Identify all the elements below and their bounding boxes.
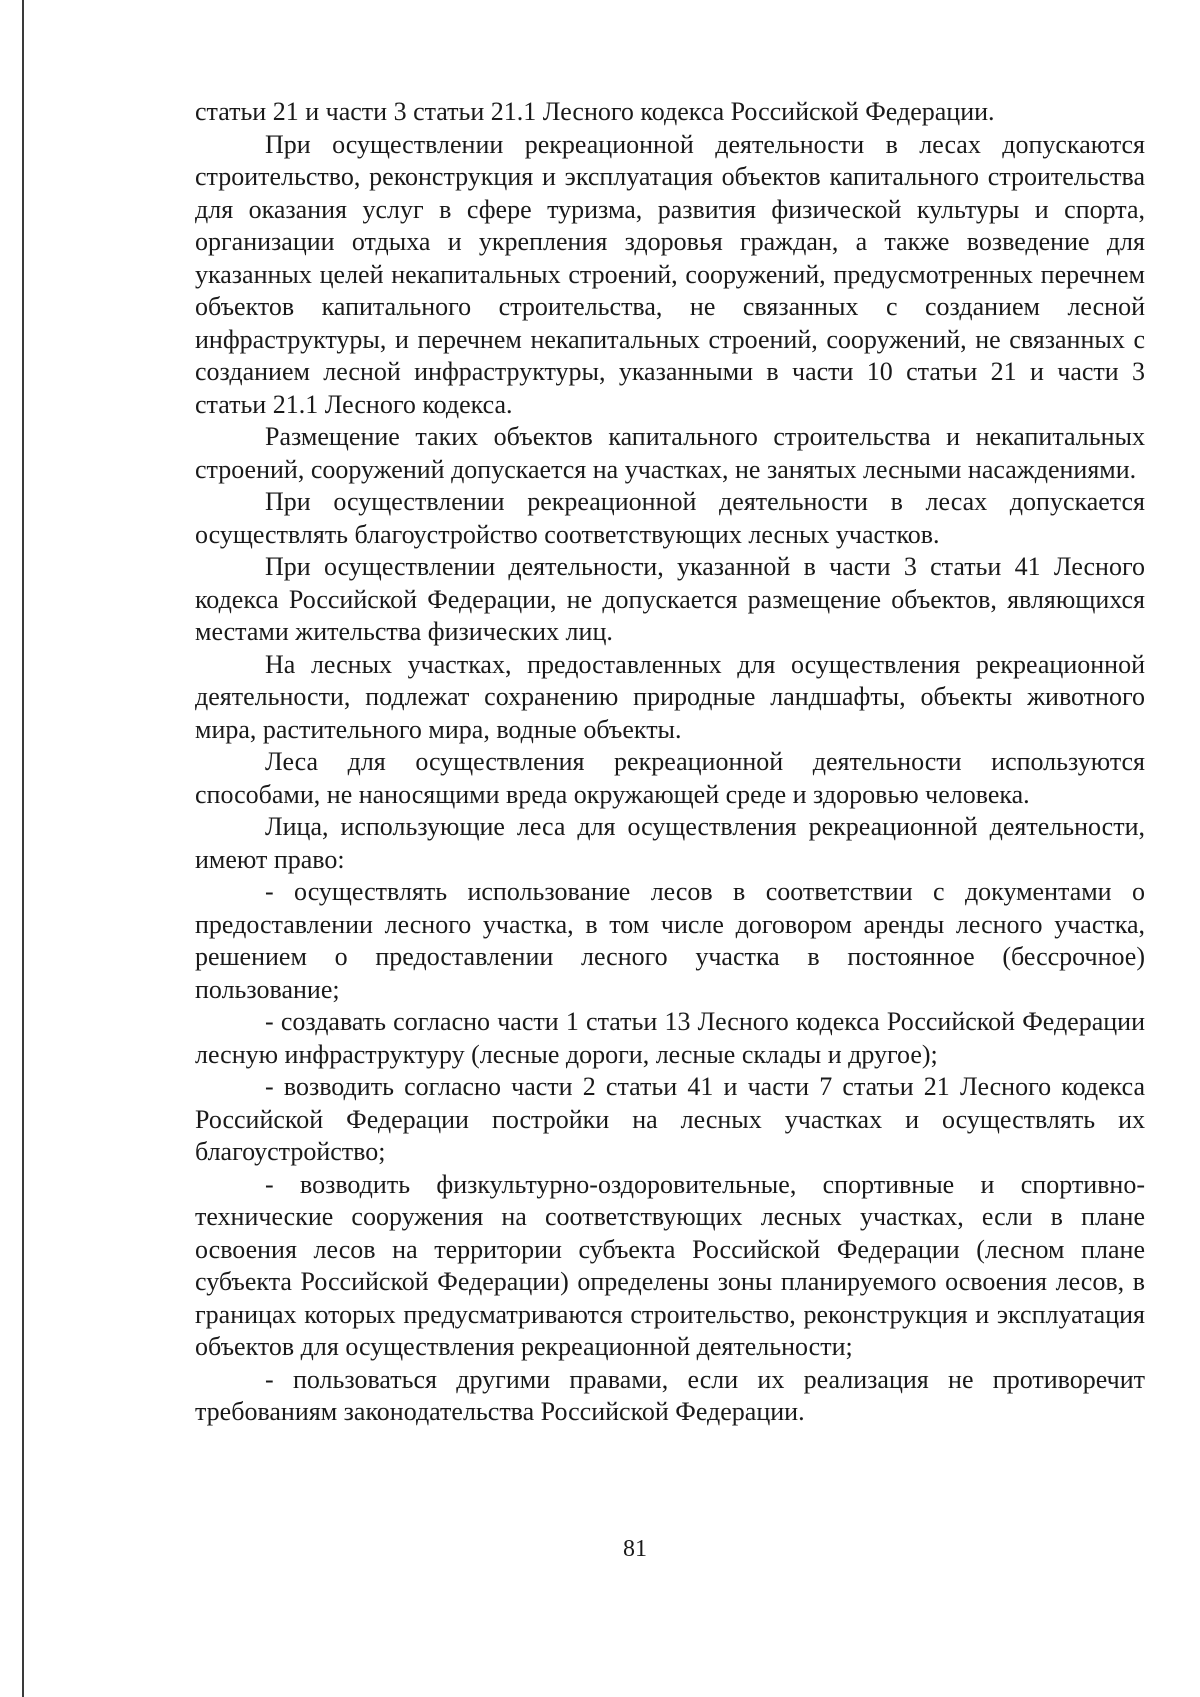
paragraph: При осуществлении деятельности, указанной в части 3 статьи 41 Лесного кодекса Российской Федерации, не допускается размещение объектов, являющихся местами жительства физических лиц. bbox=[195, 552, 1145, 646]
paragraph: Размещение таких объектов капитального строительства и некапитальных строений, сооружений допускается на участках, не занятых лесными насаждениями. bbox=[195, 422, 1145, 484]
paragraph: При осуществлении рекреационной деятельности в лесах допускаются строительство, реконструкция и эксплуатация объектов капитального строительства для оказания услуг в сфере туризма, развития физической культуры и спорта, организации отдыха и укрепления здоровья граждан, а также возведение для указанных целей некапитальных строений, сооружений, предусмотренных перечнем объектов капитального строительства, не связанных с созданием лесной инфраструктуры, и перечнем некапитальных строений, сооружений, не связанных с созданием лесной инфраструктуры, указанными в части 10 статьи 21 и части 3 статьи 21.1 Лесного кодекса. bbox=[195, 129, 1145, 419]
list-item: - возводить согласно части 2 статьи 41 и части 7 статьи 21 Лесного кодекса Российской Федерации постройки на лесных участках и осуществлять их благоустройство; bbox=[195, 1072, 1145, 1166]
paragraph: На лесных участках, предоставленных для осуществления рекреационной деятельности, подлежат сохранению природные ландшафты, объекты животного мира, растительного мира, водные объекты. bbox=[195, 649, 1145, 744]
scan-edge-line bbox=[22, 0, 24, 1697]
list-item: - создавать согласно части 1 статьи 13 Лесного кодекса Российской Федерации лесную инфраструктуру (лесные дороги, лесные склады и другое); bbox=[195, 1007, 1145, 1069]
paragraph: Леса для осуществления рекреационной деятельности используются способами, не наносящими вреда окружающей среде и здоровью человека. bbox=[195, 747, 1145, 809]
paragraph: Лица, использующие леса для осуществления рекреационной деятельности, имеют право: bbox=[195, 812, 1145, 874]
list-item: - осуществлять использование лесов в соответствии с документами о предоставлении лесного участка, в том числе договором аренды лесного участка, решением о предоставлении лесного участка в постоянное (бессрочное) пользование; bbox=[195, 877, 1145, 1004]
list-item: - возводить физкультурно-оздоровительные, спортивные и спортивно-технические сооружения на соответствующих лесных участках, если в плане освоения лесов на территории субъекта Российской Федерации (лесном плане субъекта Российской Федерации) определены зоны планируемого освоения лесов, в границах которых предусматриваются строительство, реконструкция и эксплуатация объектов для осуществления рекреационной деятельности; bbox=[195, 1169, 1145, 1361]
document-body bbox=[195, 96, 1145, 1429]
paragraph: статьи 21 и части 3 статьи 21.1 Лесного кодекса Российской Федерации. bbox=[195, 97, 995, 126]
list-item: - пользоваться другими правами, если их реализация не противоречит требованиям законодательства Российской Федерации. bbox=[195, 1364, 1145, 1426]
page-number: 81 bbox=[623, 1536, 647, 1562]
paragraph: При осуществлении рекреационной деятельности в лесах допускается осуществлять благоустройство соответствующих лесных участков. bbox=[195, 487, 1145, 549]
